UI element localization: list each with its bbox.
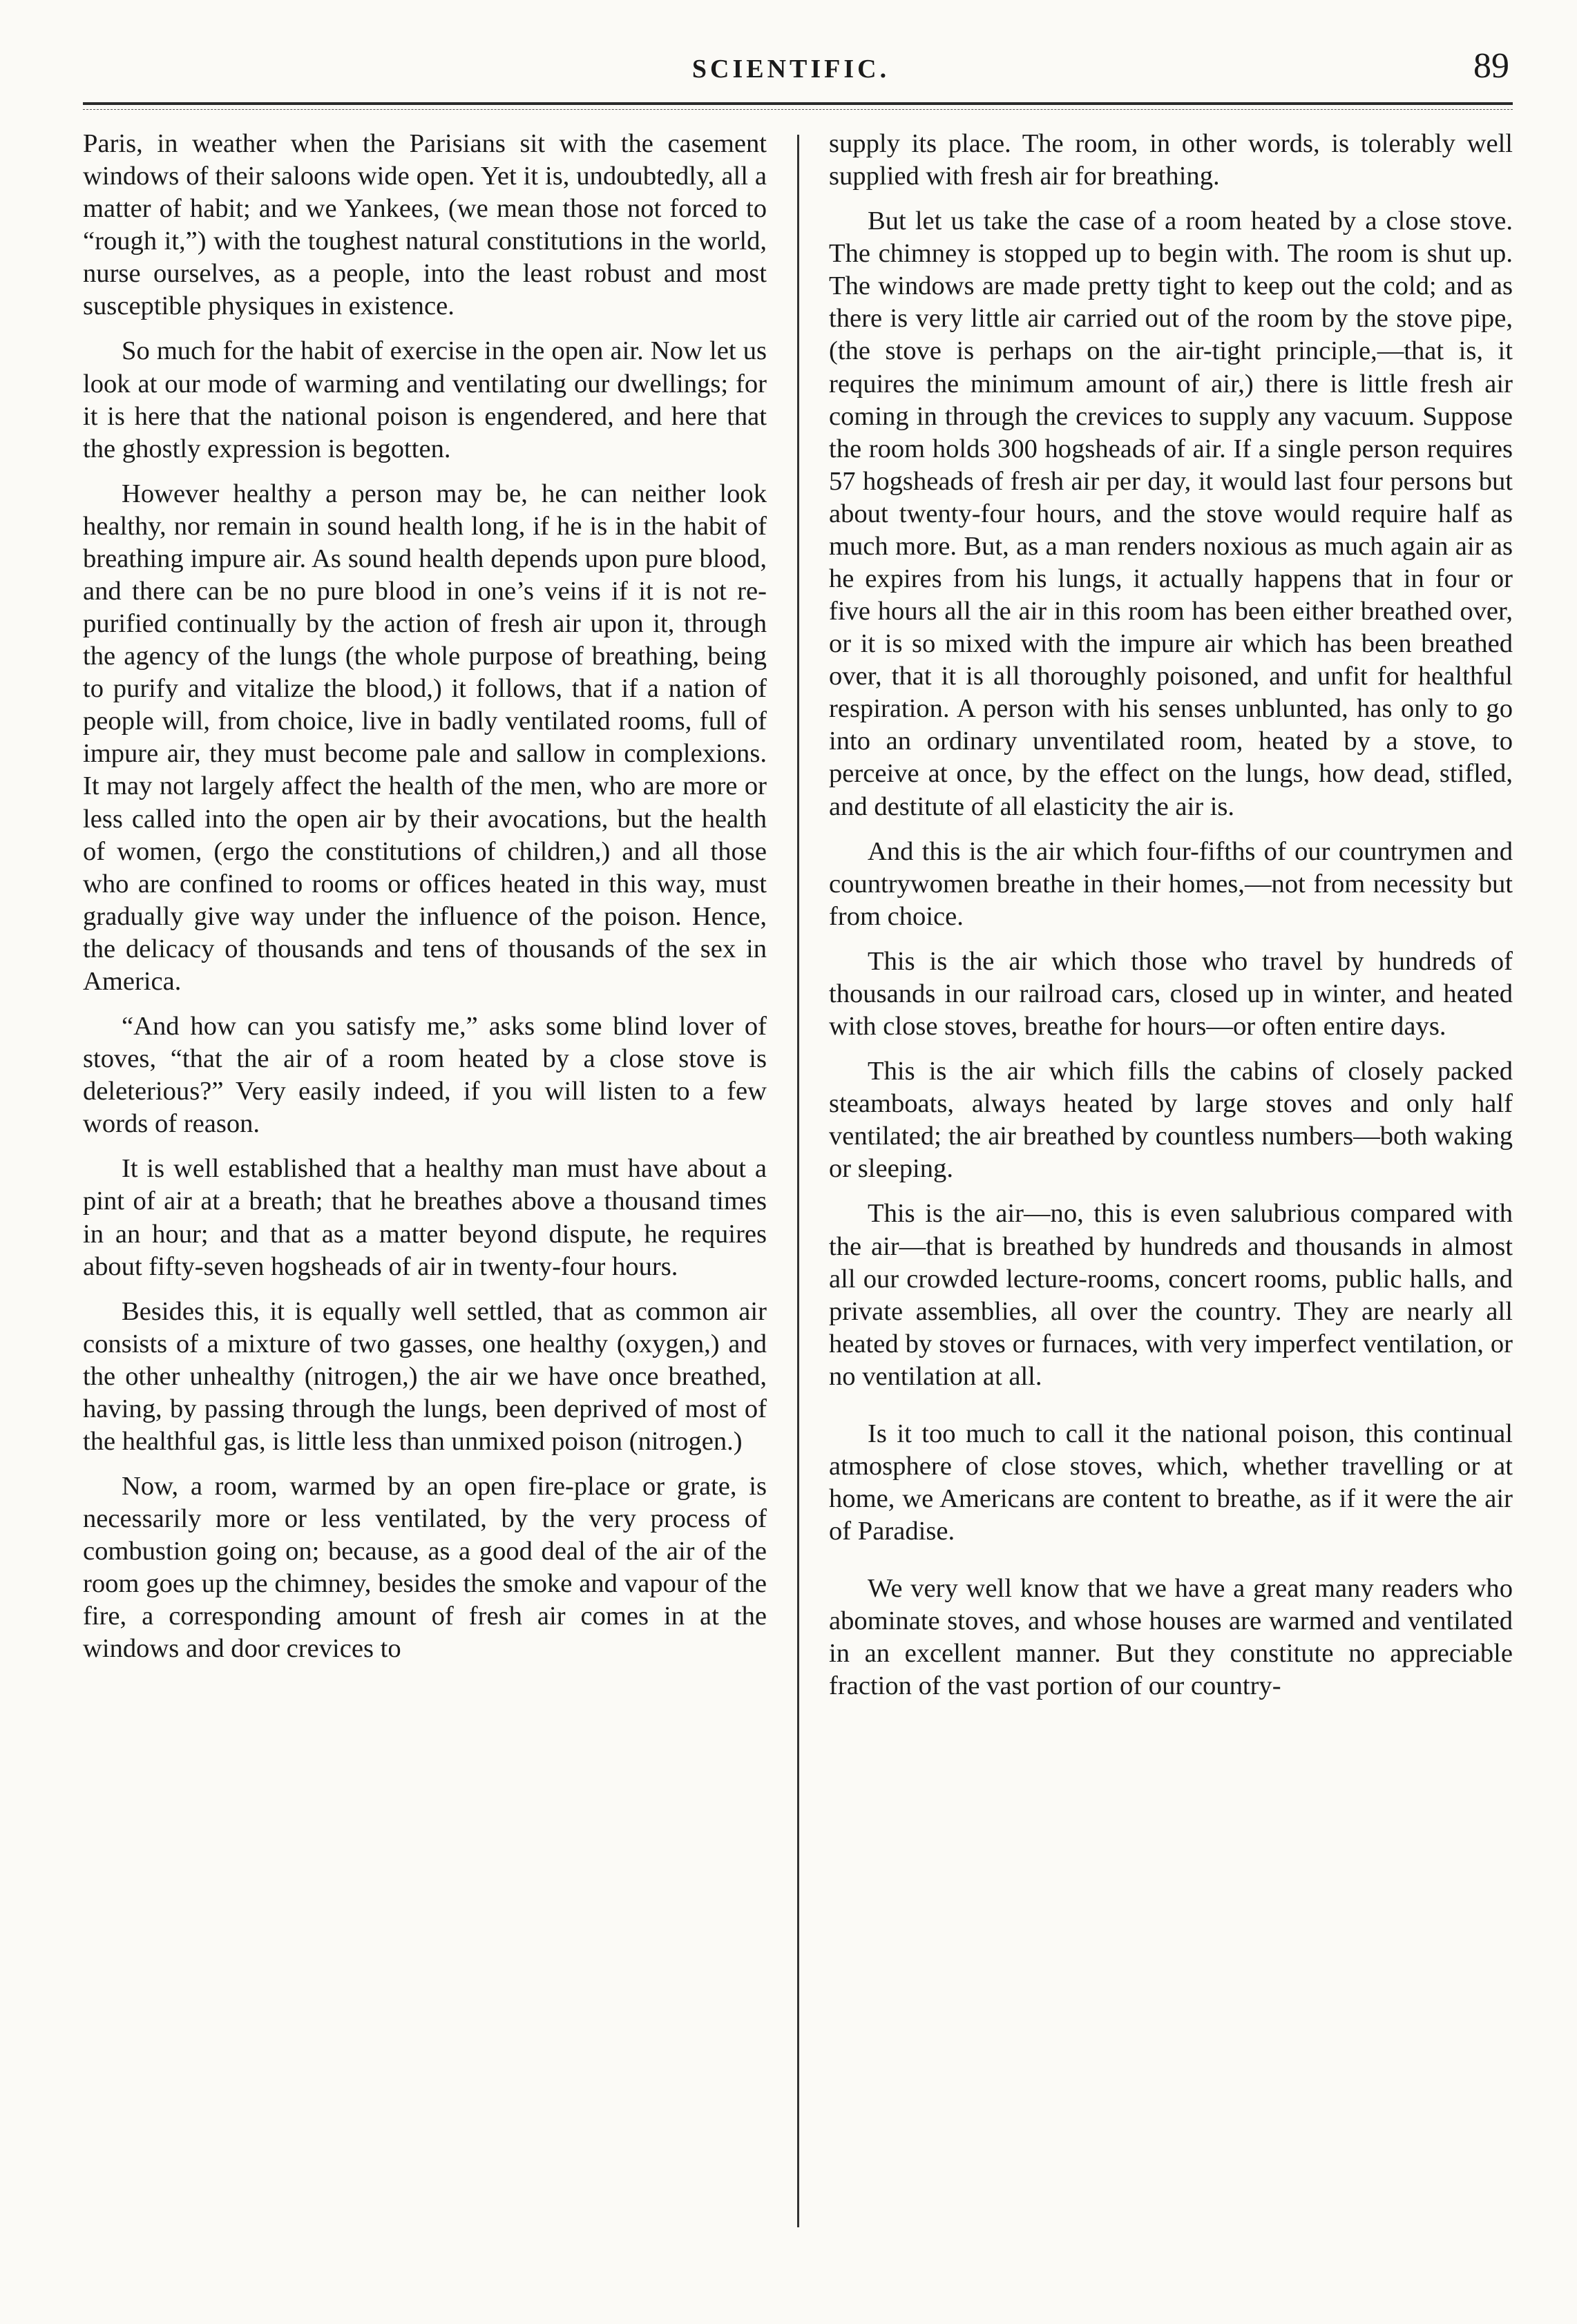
paragraph: And this is the air which four-fifths of our countrymen and countrywomen breathe in their homes,—not from necessity but from choice.: [829, 836, 1513, 931]
page-header: [69, 41, 1513, 121]
page-number: 89: [1473, 46, 1509, 86]
header-rule-dashed: [83, 109, 1513, 110]
paragraph: This is the air—no, this is even salubrious compared with the air—that is breathed by hundreds and thousands in almost all our crowded lecture-rooms, concert rooms, public halls, and private assemblies, all over the country. They are nearly all heated by stoves or furnaces, with very imperfect ventilation, or no ventilation at all.: [829, 1199, 1513, 1391]
book-page: [69, 41, 1513, 2293]
paragraph: This is the air which those who travel by hundreds of thousands in our railroad cars, closed up in winter, and heated with close stoves, breathe for hours—or often entire days.: [829, 946, 1513, 1041]
running-title: SCIENTIFIC.: [691, 55, 890, 84]
header-rule: [83, 102, 1513, 105]
paragraph: This is the air which fills the cabins of closely packed steamboats, always heated by large stoves and only half ventilated; the air breathed by countless numbers—both waking or sleeping.: [829, 1057, 1513, 1184]
paragraph: supply its place. The room, in other words, is tolerably well supplied with fresh air for breathing.: [829, 129, 1513, 191]
paragraph: We very well know that we have a great many readers who abominate stoves, and whose houses are warmed and ventilated in an excellent manner. But they constitute no appreciable fraction of the vast portion of our country-: [829, 1574, 1513, 1701]
paragraph: Is it too much to call it the national poison, this continual atmosphere of close stoves, which, whether travelling or at home, we Americans are content to breathe, as if it were the air of Paradise.: [829, 1419, 1513, 1546]
text-columns: [83, 128, 1513, 2227]
paragraph: Besides this, it is equally well settled, that as common air consists of a mixture of two gasses, one healthy (oxygen,) and the other unhealthy (nitrogen,) the air we have once breathed, having, by passing through the lungs, been deprived of most of the healthful gas, is little less than unmixed poison (nitrogen.): [83, 1296, 767, 1456]
paragraph: However healthy a person may be, he can neither look healthy, nor remain in sound health long, if he is in the habit of breathing impure air. As sound health depends upon pure blood, and there can be no pure blood in one’s veins if it is not re-purified continually by the action of fresh air upon it, through the agency of the lungs (the whole purpose of breathing, being to purify and vitalize the blood,) it follows, that if a nation of people will, from choice, live in badly ventilated rooms, full of impure air, they must become pale and sallow in complexions. It may not largely affect the health of the men, who are more or less called into the open air by their avocations, but the health of women, (ergo the constitutions of children,) and all those who are confined to rooms or offices heated in this way, must gradually give way under the influence of the poison. Hence, the delicacy of thousands and tens of thousands of the sex in America.: [83, 479, 767, 996]
paragraph: “And how can you satisfy me,” asks some blind lover of stoves, “that the air of a room heated by a close stove is deleterious?” Very easily indeed, if you will listen to a few words of reason.: [83, 1012, 767, 1139]
right-column: [829, 128, 1513, 2227]
paragraph: Paris, in weather when the Parisians sit with the casement windows of their saloons wide open. Yet it is, undoubtedly, all a matter of habit; and we Yankees, (we mean those not forced to “rough it,”) with the toughest natural constitutions in the world, nurse ourselves, as a people, into the least robust and most susceptible physiques in existence.: [83, 129, 767, 321]
paragraph: But let us take the case of a room heated by a close stove. The chimney is stopped up to begin with. The room is shut up. The windows are made pretty tight to keep out the cold; and as there is very little air carried out of the room by the stove pipe, (the stove is perhaps on the air-tight principle,—that is, it requires the minimum amount of air,) there is little fresh air coming in through the crevices to supply any vacuum. Suppose the room holds 300 hogsheads of air. If a single person requires 57 hogsheads of fresh air per day, it would last four persons but about twenty-four hours, and the stove would require half as much more. But, as a man renders noxious as much again air as he expires from his lungs, it actually happens that in four or five hours all the air in this room has been either breathed over, or it is so mixed with the impure air which has been breathed over, that it is all thoroughly poisoned, and unfit for healthful respiration. A person with his senses unblunted, has only to go into an ordinary unventilated room, heated by a stove, to perceive at once, by the effect on the lungs, how dead, stifled, and destitute of all elasticity the air is.: [829, 207, 1513, 821]
paragraph: So much for the habit of exercise in the open air. Now let us look at our mode of warming and ventilating our dwellings; for it is here that the national poison is engendered, and here that the ghostly expression is begotten.: [83, 336, 767, 463]
left-column: [83, 128, 767, 2227]
paragraph: It is well established that a healthy man must have about a pint of air at a breath; that he breathes above a thousand times in an hour; and that as a matter beyond dispute, he requires about fifty-seven hogsheads of air in twenty-four hours.: [83, 1154, 767, 1281]
paragraph: Now, a room, warmed by an open fire-place or grate, is necessarily more or less ventilated, by the very process of combustion going on; because, as a good deal of the air of the room goes up the chimney, besides the smoke and vapour of the fire, a corresponding amount of fresh air comes in at the windows and door crevices to: [83, 1472, 767, 1664]
column-divider: [797, 135, 799, 2227]
